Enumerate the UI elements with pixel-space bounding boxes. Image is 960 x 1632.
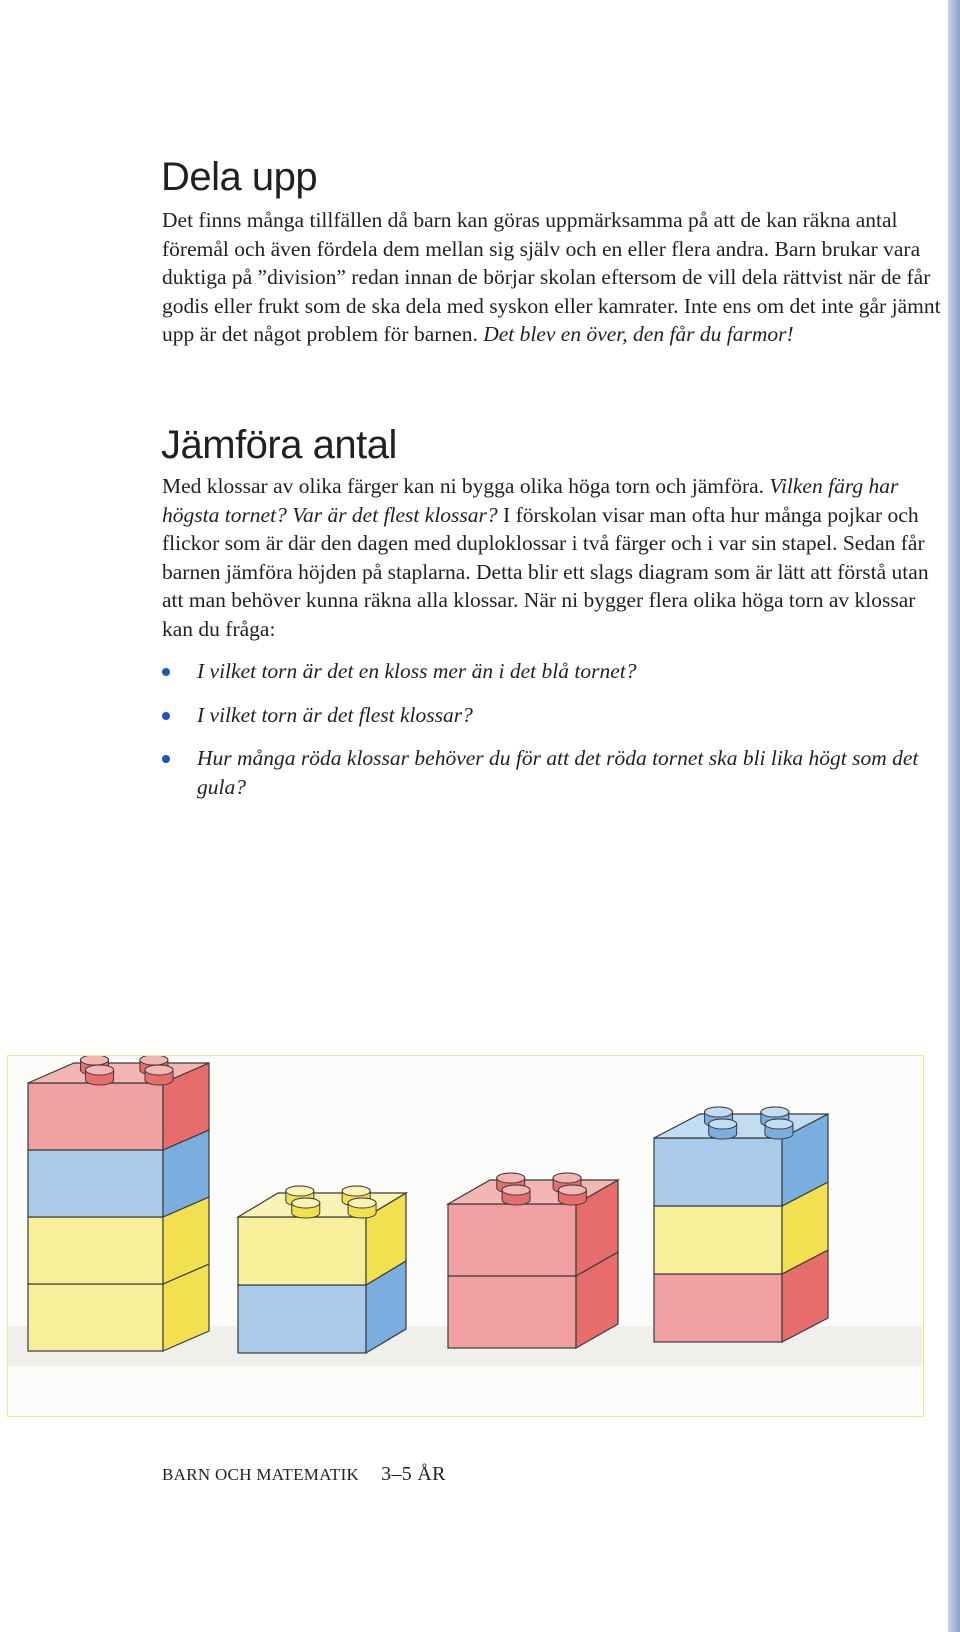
yellow-stud-top [292, 1198, 320, 1208]
paragraph-jamfora-antal [162, 472, 942, 643]
red-stud-top [502, 1185, 530, 1195]
question-list [162, 657, 922, 801]
block-tower [448, 1173, 618, 1348]
block-towers-drawing [8, 1056, 922, 1415]
blue-block-front [28, 1150, 163, 1217]
bullet-icon [162, 668, 170, 676]
block-tower [28, 1056, 209, 1351]
yellow-block-front [28, 1217, 163, 1284]
blue-stud-top [709, 1119, 737, 1129]
blue-stud-top [705, 1107, 733, 1117]
red-stud-top [553, 1173, 581, 1183]
yellow-block-front [28, 1284, 163, 1351]
red-stud-top [140, 1056, 168, 1065]
bullet-icon [162, 755, 170, 763]
paragraph-dela-upp [162, 206, 942, 349]
heading-jamfora-antal: Jämföra antal [161, 423, 397, 467]
block-towers-illustration [7, 1055, 924, 1417]
question-text: Hur många röda klossar behöver du för att det röda tornet ska bli lika högt som det gula? [197, 746, 919, 799]
paragraph-jamfora-text-end: I förskolan visar man ofta hur många pojkar och flickor som är där den dagen med duploklossar i två färger och i var sin stapel. Sedan får barnen jämföra höjden på staplarna. Detta blir ett slags diagram som är lätt att förstå utan att man behöver kunna räkna alla klossar. När ni bygger flera olika höga torn av klossar kan du fråga: [162, 502, 929, 641]
bullet-icon [162, 712, 170, 720]
red-stud-top [145, 1065, 173, 1075]
paragraph-jamfora-text-start: Med klossar av olika färger kan ni bygga olika höga torn och jämföra. [162, 474, 765, 498]
block-tower [238, 1186, 406, 1353]
page-edge-strip [948, 0, 960, 1632]
question-text: I vilket torn är det flest klossar? [197, 702, 473, 727]
question-item [162, 657, 922, 686]
blue-block-front [238, 1285, 366, 1353]
blue-block-front [654, 1138, 782, 1206]
page-footer [162, 1463, 446, 1486]
heading-dela-upp: Dela upp [161, 155, 318, 199]
question-item [162, 744, 922, 801]
question-text: I vilket torn är det en kloss mer än i det blå tornet? [197, 659, 637, 683]
yellow-stud-top [348, 1198, 376, 1208]
red-stud-top [497, 1173, 525, 1183]
footer-age-range: 3–5 ÅR [381, 1463, 446, 1485]
paragraph-dela-upp-text: Det finns många tillfällen då barn kan göras uppmärksamma på att de kan räkna antal föremål och även fördela dem mellan sig själv och en eller flera andra. Barn brukar vara duktiga på ”division” redan innan de börjar skolan eftersom de vill dela rättvist när de får godis eller frukt som de ska dela med syskon eller kamrater. Inte ens om det inte går jämnt upp är det något problem för barnen. [162, 208, 941, 346]
footer-book-title: BARN OCH MATEMATIK [162, 1465, 360, 1484]
red-block-front [28, 1083, 163, 1150]
red-stud-top [86, 1065, 114, 1075]
yellow-block-front [654, 1206, 782, 1274]
red-block-front [448, 1204, 576, 1276]
question-item [162, 701, 922, 730]
yellow-stud-top [286, 1186, 314, 1196]
yellow-block-front [238, 1217, 366, 1285]
red-block-front [448, 1276, 576, 1348]
blue-stud-top [765, 1119, 793, 1129]
red-stud-top [81, 1056, 109, 1065]
paragraph-dela-upp-italic: Det blev en över, den får du farmor! [483, 322, 794, 346]
blue-stud-top [761, 1107, 789, 1117]
red-block-front [654, 1274, 782, 1342]
block-tower [654, 1107, 828, 1342]
yellow-stud-top [342, 1186, 370, 1196]
red-stud-top [558, 1185, 586, 1195]
paragraph-jamfora-italic: Vilken färg har högsta tornet? Var är det flest klossar? [162, 474, 899, 527]
